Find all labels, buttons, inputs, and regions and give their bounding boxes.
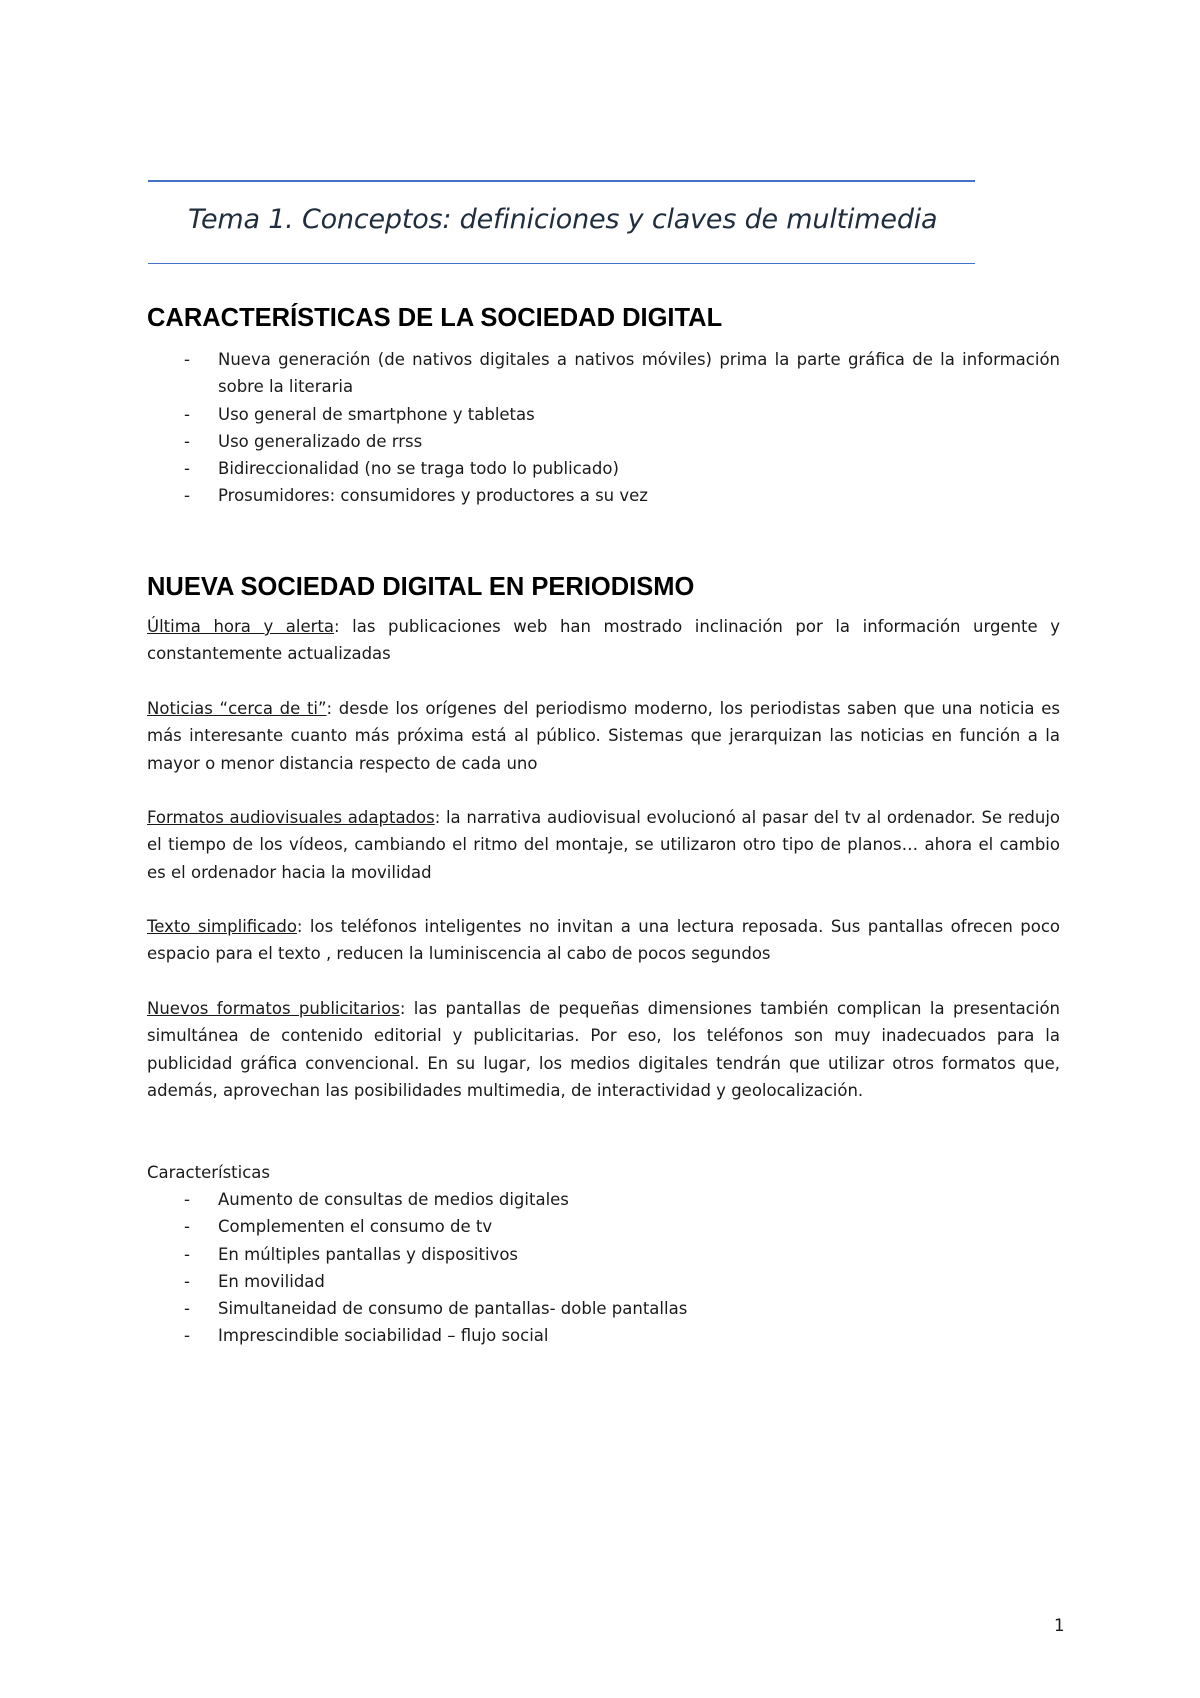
list-item: - Uso general de smartphone y tabletas: [147, 401, 1060, 428]
paragraph-formatos-audiovisuales: [147, 804, 1060, 886]
list-item: - Simultaneidad de consumo de pantallas- doble pantallas: [147, 1295, 1060, 1322]
section-heading-periodismo: NUEVA SOCIEDAD DIGITAL EN PERIODISMO: [147, 573, 695, 601]
bullet-dash: -: [184, 350, 190, 369]
bullet-dash: -: [184, 1244, 190, 1264]
paragraph-noticias-cerca: [147, 695, 1060, 777]
paragraph-nuevos-formatos: [147, 995, 1060, 1104]
title-bottom-rule: [148, 263, 975, 264]
paragraph-term: Nuevos formatos publicitarios: [147, 999, 400, 1018]
bullet-dash: -: [184, 1190, 190, 1209]
document-title: Tema 1. Conceptos: definiciones y claves de multimedia: [188, 204, 938, 235]
list-item: - En movilidad: [147, 1268, 1060, 1295]
list-item: - En múltiples pantallas y dispositivos: [147, 1241, 1060, 1268]
bullet-dash: -: [184, 459, 190, 479]
features-label: Características: [147, 1163, 271, 1182]
bullet-dash: -: [184, 431, 190, 451]
bullet-dash: -: [184, 1299, 190, 1319]
paragraph-text: : las publicaciones web han mostrado inclinación por la información urgente y constantemente actualizadas: [147, 617, 1060, 664]
caracteristicas-list: [147, 346, 1060, 510]
paragraph-term: Texto simplificado: [147, 917, 297, 936]
list-item: - Bidireccionalidad (no se traga todo lo publicado): [147, 455, 1060, 482]
paragraph-text: : desde los orígenes del periodismo moderno, los periodistas saben que una noticia es más interesante cuanto más próxima está al público. Sistemas que jerarquizan las noticias en función a la mayor o menor distancia respecto de cada uno: [147, 699, 1060, 773]
features-list: [147, 1186, 1060, 1350]
section-heading-caracteristicas: CARACTERÍSTICAS DE LA SOCIEDAD DIGITAL: [147, 304, 723, 332]
bullet-dash: -: [184, 404, 190, 424]
paragraph-text: : los teléfonos inteligentes no invitan a una lectura reposada. Sus pantallas ofrecen poco espacio para el texto , reducen la luminiscencia al cabo de pocos segundos: [147, 917, 1060, 964]
bullet-dash: -: [184, 486, 190, 506]
bullet-dash: -: [184, 1326, 190, 1346]
paragraph-text: : las pantallas de pequeñas dimensiones también complican la presentación simultánea de contenido editorial y publicitarias. Por eso, los teléfonos son muy inadecuados para la publicidad gráfica convencional. En su lugar, los medios digitales tendrán que utilizar otros formatos que, además, aprovechan las posibilidades multimedia, de interactividad y geolocalización.: [147, 999, 1060, 1100]
list-item: - Aumento de consultas de medios digitales: [147, 1186, 1060, 1213]
title-top-rule: [148, 180, 975, 182]
list-item: - Complementen el consumo de tv: [147, 1213, 1060, 1240]
paragraph-text: : la narrativa audiovisual evolucionó al pasar del tv al ordenador. Se redujo el tiempo de los vídeos, cambiando el ritmo del montaje, se utilizaron otro tipo de planos… ahora el cambio es el ordenador hacia la movilidad: [147, 808, 1060, 882]
paragraph-term: Formatos audiovisuales adaptados: [147, 808, 435, 827]
list-item: - Uso generalizado de rrss: [147, 428, 1060, 455]
list-item: - Nueva generación (de nativos digitales a nativos móviles) prima la parte gráfica de la información sobre la literaria: [147, 346, 1060, 401]
list-item: - Imprescindible sociabilidad – flujo social: [147, 1322, 1060, 1349]
list-item: - Prosumidores: consumidores y productores a su vez: [147, 482, 1060, 509]
page-number: 1: [1054, 1616, 1065, 1635]
paragraph-ultima-hora: [147, 613, 1060, 668]
bullet-dash: -: [184, 1217, 190, 1237]
paragraph-term: Noticias “cerca de ti”: [147, 699, 327, 718]
paragraph-term: Última hora y alerta: [147, 617, 335, 636]
bullet-dash: -: [184, 1271, 190, 1291]
paragraph-texto-simplificado: [147, 913, 1060, 968]
